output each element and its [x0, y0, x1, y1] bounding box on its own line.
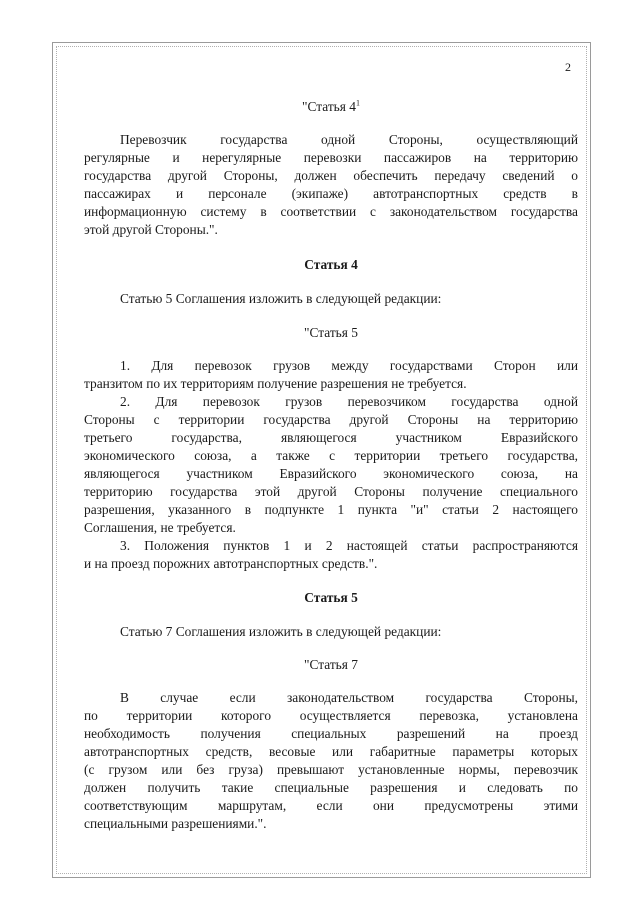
article-4-1-line-2: регулярные и нерегулярные перевозки пассажиров на территорию [84, 150, 578, 165]
article-7-line-7: соответствующим маршрутам, если они предусмотрены этими [84, 798, 578, 813]
article-5-line-8: территорию государства этой другой Стороны получение специального [84, 484, 578, 499]
article-4-1-line-1: Перевозчик государства одной Стороны, осуществляющий [120, 132, 578, 147]
article-5-heading: Статья 5 [304, 590, 358, 605]
article-5-quoted-heading: "Статья 5 [304, 325, 358, 340]
article-7-quoted-heading: "Статья 7 [304, 657, 358, 672]
article-7-line-4: автотранспортных средств, весовые или габаритные параметры которых [84, 744, 578, 759]
article-7-line-2: по территории которого осуществляется перевозка, установлена [84, 708, 578, 723]
article-5-line-7: являющегося участником Евразийского экономического союза, на [84, 466, 578, 481]
article-5-line-9: разрешения, указанного в подпункте 1 пункта "и" статьи 2 настоящего [84, 502, 578, 517]
article-4-intro: Статью 5 Соглашения изложить в следующей редакции: [120, 291, 442, 306]
article-7-line-5: (с грузом или без груза) превышают установленные нормы, перевозчик [84, 762, 578, 777]
article-4-1-heading [84, 98, 578, 115]
article-5-line-3: 2. Для перевозок грузов перевозчиком государства одной [120, 394, 578, 409]
article-5-line-6: экономического союза, а также с территории третьего государства, [84, 448, 578, 463]
article-5-line-11: 3. Положения пунктов 1 и 2 настоящей статьи распространяются [120, 538, 578, 553]
article-4-1-line-6: этой другой Стороны.". [84, 222, 218, 237]
article-5-intro: Статью 7 Соглашения изложить в следующей редакции: [120, 624, 442, 639]
article-4-1-line-3: государства другой Стороны, должен обеспечить передачу сведений о [84, 168, 578, 183]
article-5-line-4: Стороны с территории государства другой Стороны на территорию [84, 412, 578, 427]
article-7-line-3: необходимость получения специальных разрешений на проезд [84, 726, 578, 741]
article-5-line-2: транзитом по их территориям получение разрешения не требуется. [84, 376, 467, 391]
article-7-line-1: В случае если законодательством государства Стороны, [120, 690, 578, 705]
article-5-line-1: 1. Для перевозок грузов между государствами Сторон или [120, 358, 578, 373]
article-7-line-8: специальными разрешениями.". [84, 816, 267, 831]
article-5-line-12: и на проезд порожних автотранспортных средств.". [84, 556, 378, 571]
article-5-line-5: третьего государства, являющегося участником Евразийского [84, 430, 578, 445]
article-7-line-6: должен получить такие специальные разрешения и следовать по [84, 780, 578, 795]
article-4-1-line-5: информационную систему в соответствии с законодательством государства [84, 204, 578, 219]
article-4-1-heading-superscript: 1 [356, 98, 360, 108]
article-4-heading: Статья 4 [304, 257, 358, 272]
page-number: 2 [565, 60, 571, 74]
article-5-line-10: Соглашения, не требуется. [84, 520, 236, 535]
article-4-1-line-4: пассажирах и персонале (экипаже) автотранспортных средств в [84, 186, 578, 201]
article-4-1-heading-text: "Статья 4 [302, 99, 356, 114]
